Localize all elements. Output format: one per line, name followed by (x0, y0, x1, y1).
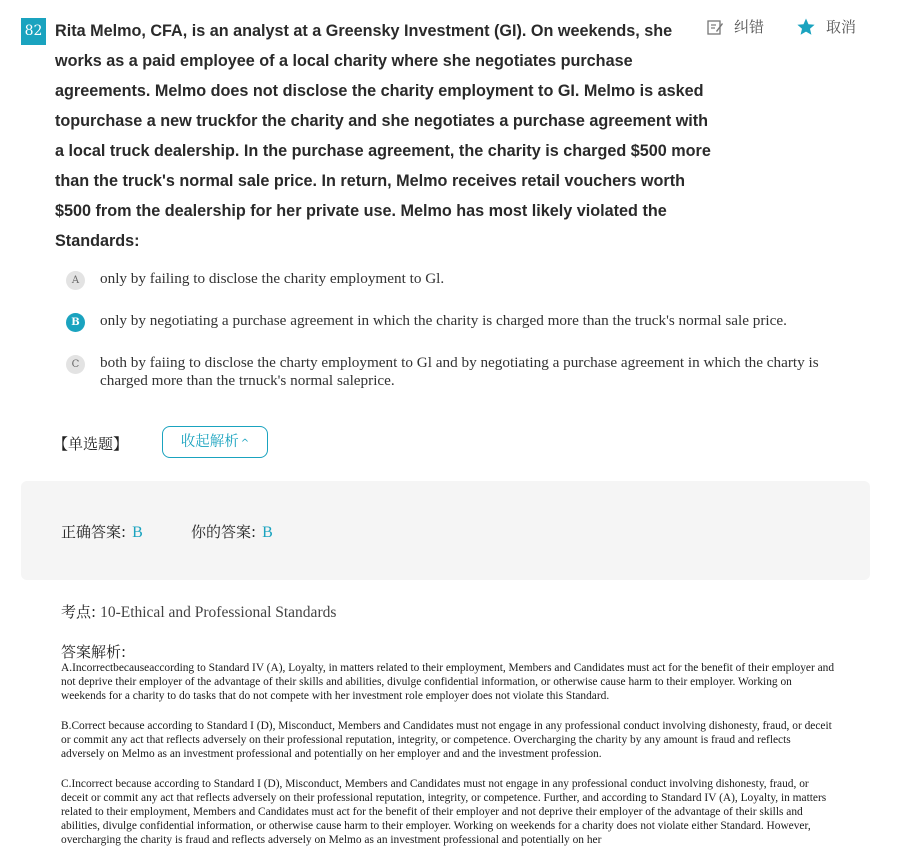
analysis-paragraph-c: C.Incorrect because according to Standard I (D), Misconduct, Members and Candidates must not engage in any professional conduct involving dishonesty, fraud, or deceit or commit any act that reflects adversely on their professional reputation, integrity, or competence. Further, and according to Standard IV (A), Loyalty, in matters related to their employment, Members and Candidates must act for the benefit of their employer and not deprive their employer of the advantage of their skills and abilities, divulge confidential information, or otherwise cause harm to their employer. Working on weekends for a charity does not violate either Standard. However, overcharging the charity is fraud and reflects adversely on Melmo as an investment professional and potentially on her (61, 778, 827, 846)
option-c-text: both by faiing to disclose the charty employment to Gl and by negotiating a purchase agreement in which the charty is charged more than the trnuck's normal saleprice. (100, 354, 819, 389)
topic-label: 考点: (61, 603, 97, 621)
your-answer-label: 你的答案: (191, 523, 257, 541)
question-type-label: 【单选题】 (53, 435, 129, 453)
question-number-badge: 82 (21, 18, 46, 45)
collapse-analysis-label: 收起解析 (180, 434, 239, 450)
star-icon (796, 17, 816, 37)
your-answer-value: B (262, 524, 273, 541)
option-a[interactable] (66, 270, 860, 290)
option-b-letter: B (66, 313, 85, 332)
option-a-letter: A (66, 271, 85, 290)
report-error-label: 纠错 (734, 18, 765, 36)
cancel-favorite-button[interactable] (796, 16, 856, 37)
correct-answer-label: 正确答案: (61, 523, 127, 541)
option-b-text: only by negotiating a purchase agreement in which the charity is charged more than the truck's normal sale price. (100, 312, 787, 329)
topic (61, 601, 336, 622)
topic-value: 10-Ethical and Professional Standards (100, 604, 337, 621)
your-answer (191, 521, 273, 542)
report-error-button[interactable] (706, 16, 764, 37)
option-b[interactable] (66, 312, 860, 332)
correct-answer-value: B (132, 524, 143, 541)
analysis-paragraph-a: A.Incorrectbecauseaccording to Standard IV (A), Loyalty, in matters related to their employment, Members and Candidates must act for the benefit of their employer and not deprive their employer of the advantage of their skills and abilities, divulge confidential information, or otherwise cause harm to their employer. Working on weekends for a charity to do tasks that do not compete with her investment role employer does not violate this Standard. (61, 662, 835, 702)
collapse-analysis-button[interactable] (162, 426, 268, 458)
cancel-favorite-label: 取消 (826, 18, 857, 36)
answer-panel (21, 481, 870, 580)
option-a-text: only by failing to disclose the charity employment to Gl. (100, 270, 445, 287)
option-c[interactable] (66, 354, 860, 390)
edit-note-icon (706, 18, 724, 36)
chevron-up-icon: ^ (240, 438, 250, 449)
question-text: Rita Melmo, CFA, is an analyst at a Greensky Investment (GI). On weekends, she works as a paid employee of a local charity where she negotiates purchase agreements. Melmo does not disclose the charity employment to GI. Melmo is asked topurchase a new truckfor the charity and she negotiates a purchase agreement with a local truck dealership. In the purchase agreement, the charity is charged $500 more than the truck's normal sale price. In return, Melmo receives retail vouchers worth $500 from the dealership for her private use. Melmo has most likely violated the Standards: (55, 22, 711, 250)
analysis-title: 答案解析: (61, 643, 127, 661)
correct-answer (61, 521, 143, 542)
option-c-letter: C (66, 355, 85, 374)
analysis-paragraph-b: B.Correct because according to Standard I (D), Misconduct, Members and Candidates must not engage in any professional conduct involving dishonesty, fraud, or deceit or commit any act that reflects adversely on their professional reputation, integrity, or competence. Overcharging the charity by any amount is fraud and reflects adversely on Melmo as an investment professional and potentially on her employer and and the investment profession. (61, 720, 832, 760)
